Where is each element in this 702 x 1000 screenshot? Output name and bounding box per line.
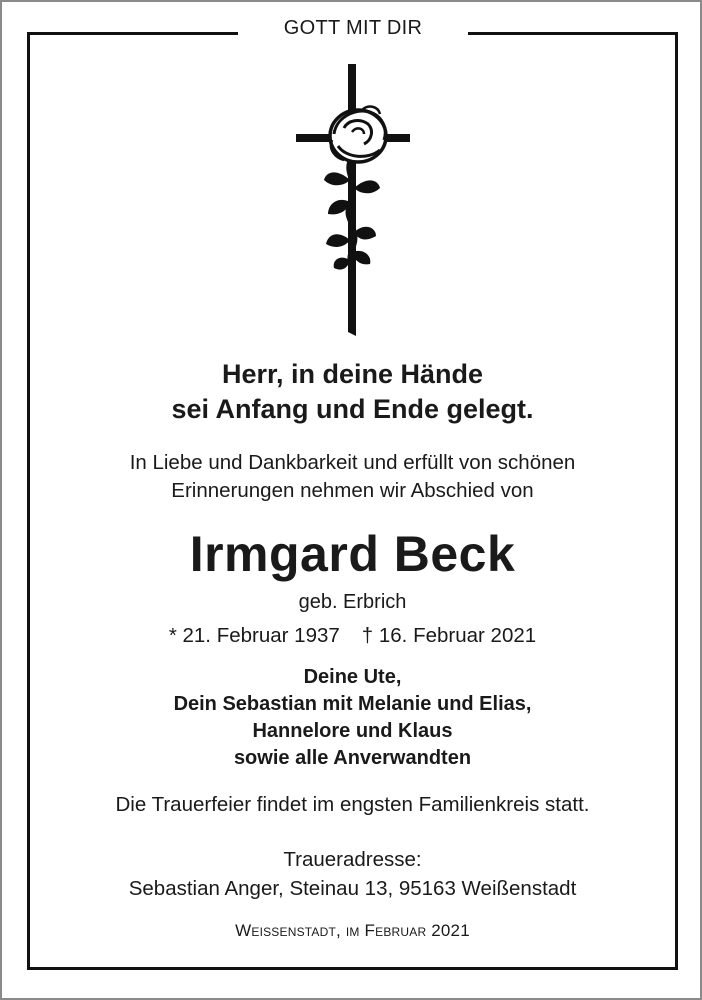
verse-line: sei Anfang und Ende gelegt.: [171, 394, 534, 424]
birth-date: * 21. Februar 1937: [168, 624, 340, 647]
deceased-name: Irmgard Beck: [189, 526, 516, 582]
mourner-line: Deine Ute,: [303, 666, 402, 688]
address-value: Sebastian Anger, Steinau 13, 95163 Weißenstadt: [128, 877, 577, 900]
death-date: † 16. Februar 2021: [361, 624, 537, 647]
cross-with-rose-icon: [292, 64, 414, 336]
mourner-line: Dein Sebastian mit Melanie und Elias,: [173, 693, 532, 715]
place-and-date: Weissenstadt, im Februar 2021: [235, 921, 470, 940]
intro-line: Erinnerungen nehmen wir Abschied von: [171, 479, 534, 502]
intro-line: In Liebe und Dankbarkeit und erfüllt von schönen: [129, 451, 576, 474]
mourner-line: Hannelore und Klaus: [252, 720, 453, 742]
bible-verse: [27, 357, 678, 427]
intro-text: [27, 449, 678, 505]
address-label: Traueradresse:: [283, 848, 422, 871]
mourner-line: sowie alle Anverwandten: [233, 747, 472, 769]
maiden-name: geb. Erbrich: [298, 591, 407, 613]
verse-line: Herr, in deine Hände: [221, 359, 484, 389]
life-dates: [27, 622, 678, 650]
header-label: GOTT MIT DIR: [238, 10, 468, 46]
ceremony-note: Die Trauerfeier findet im engsten Familienkreis statt.: [115, 793, 590, 816]
mourning-address: [27, 845, 678, 903]
mourners-list: [27, 664, 678, 772]
